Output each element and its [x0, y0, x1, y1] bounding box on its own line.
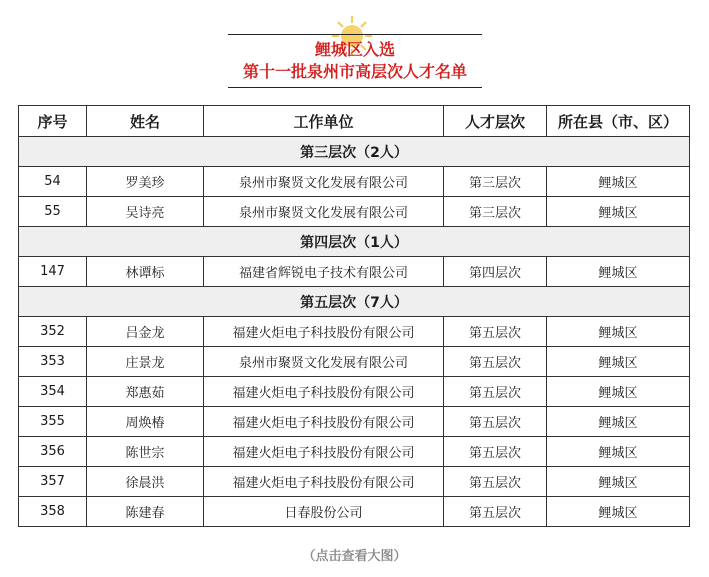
cell-level: 第五层次: [444, 317, 547, 347]
table-row: [19, 197, 690, 227]
cell-serial: 355: [19, 407, 87, 437]
cell-district: 鲤城区: [547, 377, 690, 407]
cell-serial: 357: [19, 467, 87, 497]
cell-level: 第五层次: [444, 347, 547, 377]
column-header-level: 人才层次: [444, 106, 547, 137]
cell-district: 鲤城区: [547, 257, 690, 287]
title-line-1: 鲤城区入选: [314, 40, 395, 59]
column-header-serial: 序号: [19, 106, 87, 137]
group-label: 第四层次（1人）: [19, 227, 690, 257]
cell-employer: 福建火炬电子科技股份有限公司: [204, 467, 444, 497]
table-row: [19, 257, 690, 287]
cell-name: 罗美珍: [87, 167, 204, 197]
cell-district: 鲤城区: [547, 197, 690, 227]
group-header-row: [19, 137, 690, 167]
cell-serial: 354: [19, 377, 87, 407]
column-header-district: 所在县（市、区）: [547, 106, 690, 137]
cell-district: 鲤城区: [547, 437, 690, 467]
cell-serial: 352: [19, 317, 87, 347]
cell-name: 徐晨洪: [87, 467, 204, 497]
group-label: 第五层次（7人）: [19, 287, 690, 317]
group-header-row: [19, 227, 690, 257]
cell-district: 鲤城区: [547, 167, 690, 197]
table-row: [19, 467, 690, 497]
column-header-employer: 工作单位: [204, 106, 444, 137]
page-title: [228, 34, 482, 88]
cell-employer: 福建火炬电子科技股份有限公司: [204, 317, 444, 347]
cell-district: 鲤城区: [547, 407, 690, 437]
cell-level: 第四层次: [444, 257, 547, 287]
cell-level: 第五层次: [444, 407, 547, 437]
cell-employer: 泉州市聚贤文化发展有限公司: [204, 167, 444, 197]
cell-name: 郑惠茹: [87, 377, 204, 407]
table-row: [19, 437, 690, 467]
cell-level: 第五层次: [444, 467, 547, 497]
talent-list-table: [18, 105, 690, 527]
group-label: 第三层次（2人）: [19, 137, 690, 167]
cell-serial: 353: [19, 347, 87, 377]
cell-name: 周焕椿: [87, 407, 204, 437]
cell-serial: 358: [19, 497, 87, 527]
cell-level: 第三层次: [444, 167, 547, 197]
table-row: [19, 167, 690, 197]
cell-district: 鲤城区: [547, 497, 690, 527]
cell-level: 第五层次: [444, 377, 547, 407]
view-larger-caption[interactable]: （点击查看大图）: [302, 549, 407, 564]
table-body: [19, 137, 690, 527]
cell-serial: 55: [19, 197, 87, 227]
table-row: [19, 497, 690, 527]
cell-name: 陈世宗: [87, 437, 204, 467]
cell-level: 第三层次: [444, 197, 547, 227]
cell-employer: 福建火炬电子科技股份有限公司: [204, 377, 444, 407]
cell-employer: 福建省辉锐电子技术有限公司: [204, 257, 444, 287]
table-row: [19, 377, 690, 407]
title-line-2: 第十一批泉州市高层次人才名单: [242, 62, 467, 81]
cell-serial: 54: [19, 167, 87, 197]
cell-name: 林谭标: [87, 257, 204, 287]
cell-employer: 泉州市聚贤文化发展有限公司: [204, 347, 444, 377]
cell-level: 第五层次: [444, 497, 547, 527]
cell-serial: 356: [19, 437, 87, 467]
cell-employer: 泉州市聚贤文化发展有限公司: [204, 197, 444, 227]
cell-name: 庄景龙: [87, 347, 204, 377]
cell-employer: 福建火炬电子科技股份有限公司: [204, 407, 444, 437]
table-row: [19, 347, 690, 377]
cell-employer: 福建火炬电子科技股份有限公司: [204, 437, 444, 467]
column-header-name: 姓名: [87, 106, 204, 137]
table-header-row: [19, 106, 690, 137]
cell-district: 鲤城区: [547, 467, 690, 497]
group-header-row: [19, 287, 690, 317]
cell-name: 陈建春: [87, 497, 204, 527]
cell-employer: 日春股份公司: [204, 497, 444, 527]
cell-district: 鲤城区: [547, 317, 690, 347]
cell-name: 吴诗亮: [87, 197, 204, 227]
cell-district: 鲤城区: [547, 347, 690, 377]
cell-serial: 147: [19, 257, 87, 287]
table-row: [19, 407, 690, 437]
cell-name: 吕金龙: [87, 317, 204, 347]
table-row: [19, 317, 690, 347]
cell-level: 第五层次: [444, 437, 547, 467]
